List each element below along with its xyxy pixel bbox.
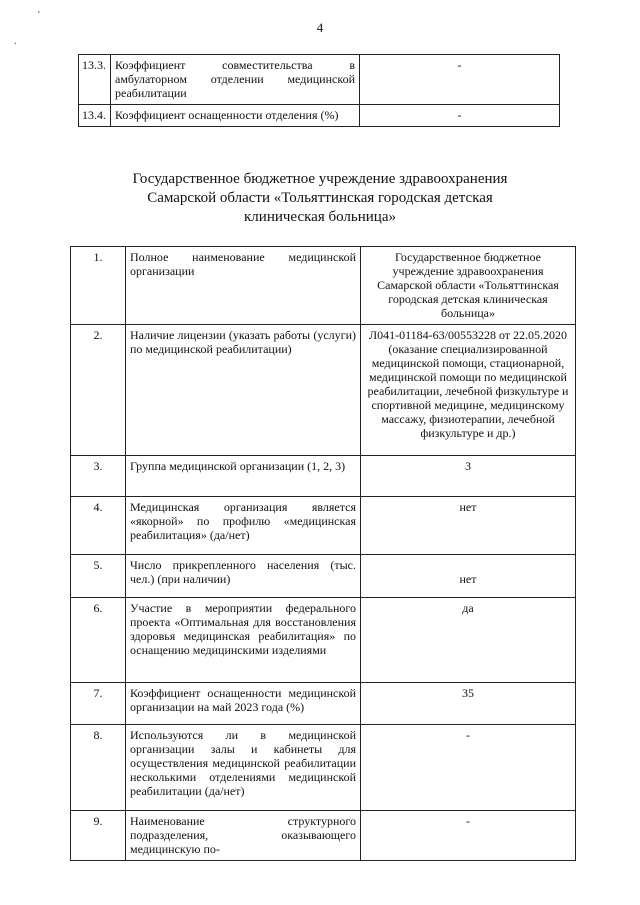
row-value: нет [361,555,576,598]
main-table [70,246,576,861]
row-value: - [361,811,576,861]
row-value: - [360,55,560,105]
row-number: 9. [71,811,126,861]
row-label: Наличие лицензии (указать работы (услуги) по медицинской реабилитации) [126,325,361,456]
row-label: Участие в мероприятии федерального проекта «Оптимальная для восстановления здоровья медицинская реабилитация» по оснащению медицинскими изделиями [126,598,361,683]
table-row [71,811,576,861]
table-row [71,598,576,683]
top-table [78,54,560,127]
row-number: 7. [71,683,126,725]
row-value: Л041-01184-63/00553228 от 22.05.2020 (оказание специализированной медицинской помощи, стационарной, медицинской помощи по медицинской реабилитации, лечебной физкультуре и спортивной медицине, медицинскому массажу, физиотерапии, лечебной физкультуре и др.) [361,325,576,456]
table-row [71,247,576,325]
row-value: - [361,725,576,811]
table-row [71,683,576,725]
row-label: Медицинская организация является «якорной» по профилю «медицинская реабилитация» (да/нет) [126,497,361,555]
row-label: Число прикрепленного населения (тыс. чел.) (при наличии) [126,555,361,598]
row-value: Государственное бюджетное учреждение здравоохранения Самарской области «Тольяттинская городская детская клиническая больница» [361,247,576,325]
row-value: 35 [361,683,576,725]
row-label: Коэффициент оснащенности медицинской организации на май 2023 года (%) [126,683,361,725]
table-row [71,456,576,497]
row-label: Коэффициент оснащенности отделения (%) [111,105,360,127]
table-row [71,555,576,598]
section-title-text: Государственное бюджетное учреждение здравоохранения Самарской области «Тольяттинская городская детская клиническая больница» [132,171,508,225]
section-title [0,170,640,227]
row-value: да [361,598,576,683]
row-label: Наименование структурного подразделения, оказывающего медицинскую по- [126,811,361,861]
table-row [71,725,576,811]
row-number: 13.3. [79,55,111,105]
table-row [79,105,560,127]
page-number: 4 [316,20,324,35]
row-number: 6. [71,598,126,683]
table-row [71,497,576,555]
table-row [79,55,560,105]
row-number: 2. [71,325,126,456]
row-number: 1. [71,247,126,325]
row-label: Используются ли в медицинской организации залы и кабинеты для осуществления медицинской реабилитации несколькими отделениями медицинской реабилитации (да/нет) [126,725,361,811]
row-label: Полное наименование медицинской организации [126,247,361,325]
row-label: Коэффициент совместительства в амбулаторном отделении медицинской реабилитации [111,55,360,105]
row-value: 3 [361,456,576,497]
row-number: 13.4. [79,105,111,127]
row-number: 5. [71,555,126,598]
margin-mark: ' [38,10,40,21]
margin-mark: . [14,36,17,47]
row-value: - [360,105,560,127]
row-number: 8. [71,725,126,811]
row-label: Группа медицинской организации (1, 2, 3) [126,456,361,497]
table-row [71,325,576,456]
row-number: 3. [71,456,126,497]
row-number: 4. [71,497,126,555]
row-value: нет [361,497,576,555]
